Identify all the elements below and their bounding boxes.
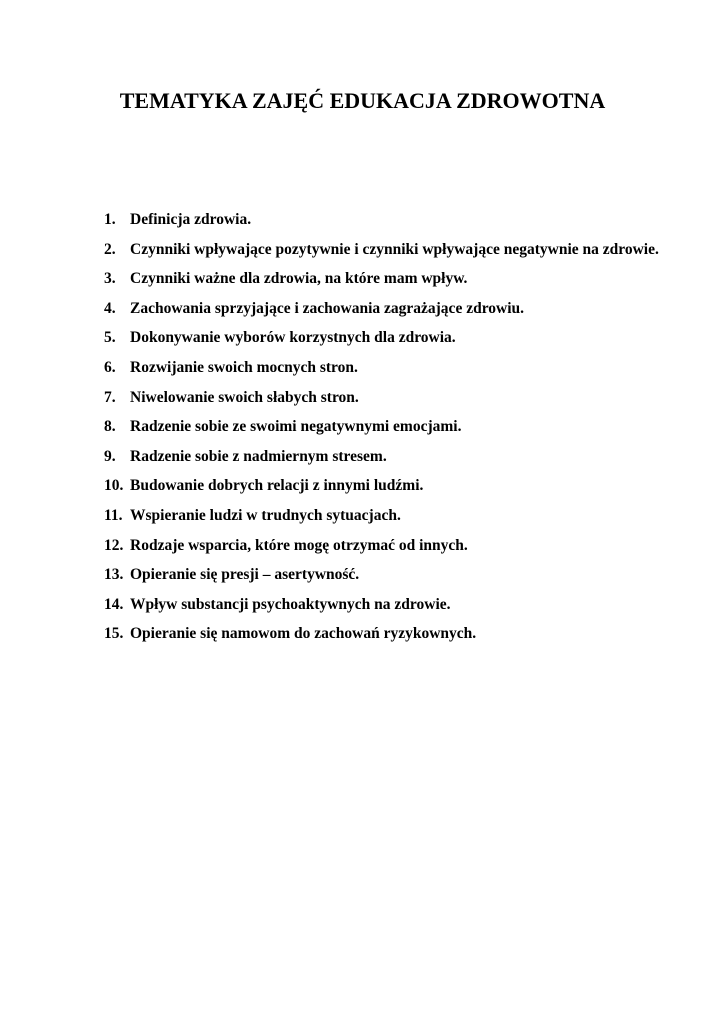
topic-text: Wspieranie ludzi w trudnych sytuacjach. <box>130 506 401 524</box>
topic-number: 6. <box>104 358 116 376</box>
topic-item <box>104 235 664 265</box>
topic-item <box>104 560 664 590</box>
topic-text: Czynniki wpływające pozytywnie i czynniki wpływające negatywnie na zdrowie. <box>130 240 659 258</box>
topic-text: Rozwijanie swoich mocnych stron. <box>130 358 358 376</box>
topic-item <box>104 294 664 324</box>
topic-item <box>104 383 664 413</box>
topic-number: 13. <box>104 566 124 584</box>
topic-text: Czynniki ważne dla zdrowia, na które mam wpływ. <box>130 270 468 288</box>
topic-number: 1. <box>104 211 116 228</box>
topic-item <box>104 442 664 472</box>
topic-text: Niwelowanie swoich słabych stron. <box>130 388 359 406</box>
topic-number: 10. <box>104 477 124 495</box>
topic-number: 3. <box>104 270 116 288</box>
topic-number: 15. <box>104 625 124 643</box>
page-title: TEMATYKA ZAJĘĆ EDUKACJA ZDROWOTNA <box>119 88 606 113</box>
topic-number: 8. <box>104 418 116 436</box>
topic-text: Definicja zdrowia. <box>130 211 252 228</box>
topic-number: 14. <box>104 595 124 613</box>
topic-number: 2. <box>104 240 116 258</box>
topic-text: Wpływ substancji psychoaktywnych na zdrowie. <box>130 595 451 613</box>
topic-text: Opieranie się presji – asertywność. <box>130 566 360 584</box>
topic-number: 5. <box>104 329 116 347</box>
topic-item <box>104 531 664 561</box>
topic-item <box>104 471 664 501</box>
topic-item <box>104 353 664 383</box>
topic-number: 11. <box>104 506 123 524</box>
topic-item <box>104 264 664 294</box>
topic-list <box>104 205 664 649</box>
topic-item <box>104 619 664 649</box>
topic-text: Zachowania sprzyjające i zachowania zagrażające zdrowiu. <box>130 299 525 317</box>
topic-text: Rodzaje wsparcia, które mogę otrzymać od innych. <box>130 536 468 554</box>
topic-text: Dokonywanie wyborów korzystnych dla zdrowia. <box>130 329 456 347</box>
topic-text: Opieranie się namowom do zachowań ryzykownych. <box>130 625 477 643</box>
topic-text: Budowanie dobrych relacji z innymi ludźmi. <box>130 477 424 495</box>
topic-number: 12. <box>104 536 124 554</box>
topic-number: 7. <box>104 388 116 406</box>
topic-item <box>104 412 664 442</box>
topic-item <box>104 501 664 531</box>
topic-text: Radzenie sobie z nadmiernym stresem. <box>130 447 387 465</box>
topic-item <box>104 323 664 353</box>
topic-number: 4. <box>104 299 116 317</box>
topic-item <box>104 205 664 235</box>
topic-item <box>104 590 664 620</box>
topic-text: Radzenie sobie ze swoimi negatywnymi emocjami. <box>130 418 462 436</box>
topic-number: 9. <box>104 447 116 465</box>
